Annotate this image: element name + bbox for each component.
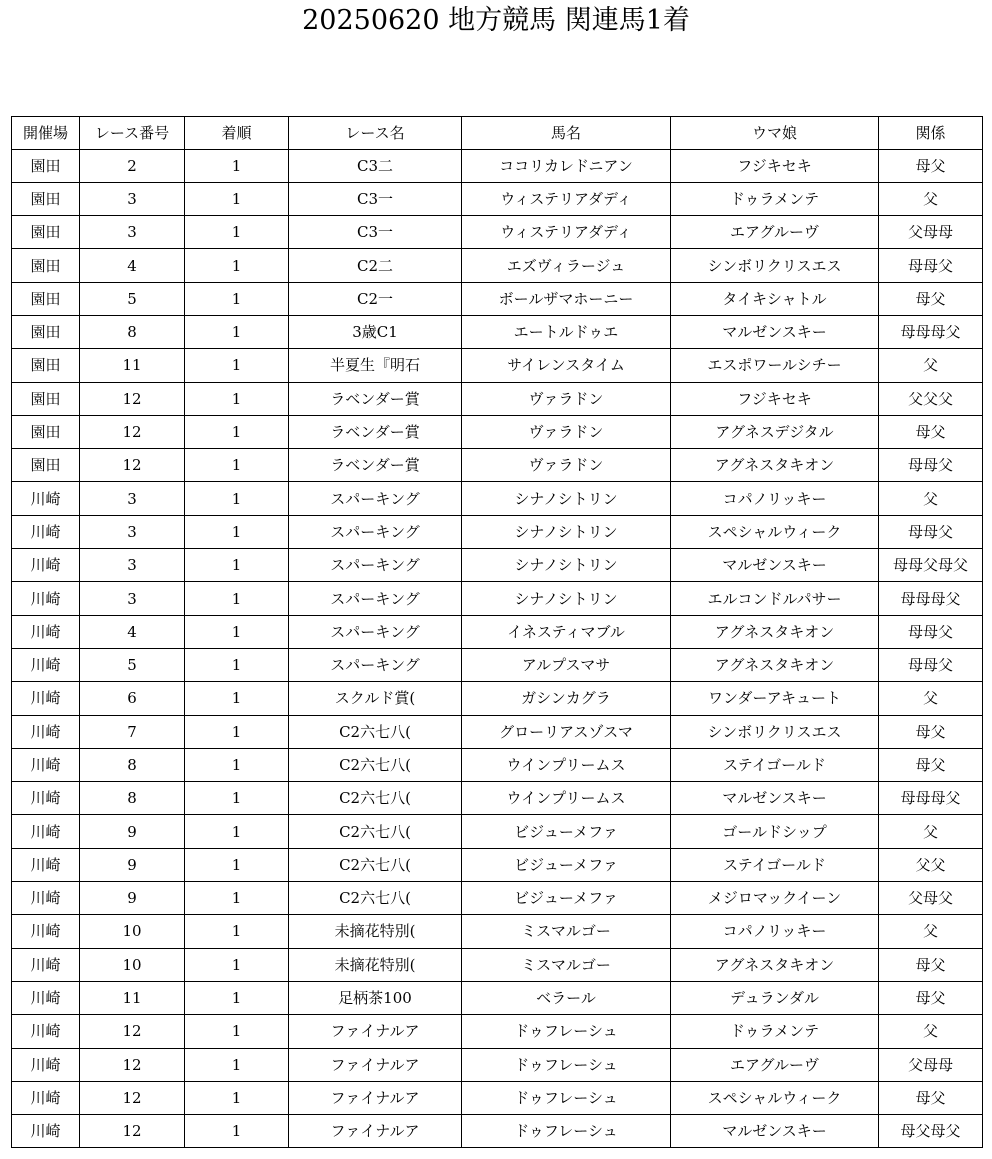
cell-uma-musume: ドゥラメンテ bbox=[671, 1015, 879, 1048]
cell-race-number: 7 bbox=[80, 715, 185, 748]
cell-horse-name: エズヴィラージュ bbox=[462, 249, 671, 282]
cell-horse-name: ヴァラドン bbox=[462, 382, 671, 415]
cell-horse-name: ドゥフレーシュ bbox=[462, 1015, 671, 1048]
cell-relation: 母父 bbox=[879, 282, 983, 315]
cell-venue: 川崎 bbox=[12, 815, 80, 848]
cell-race-number: 11 bbox=[80, 349, 185, 382]
cell-race-name: ファイナルア bbox=[289, 1015, 462, 1048]
table-row bbox=[12, 981, 983, 1014]
cell-venue: 川崎 bbox=[12, 715, 80, 748]
cell-race-name: ラベンダー賞 bbox=[289, 382, 462, 415]
cell-venue: 川崎 bbox=[12, 981, 80, 1014]
cell-race-number: 10 bbox=[80, 915, 185, 948]
cell-race-name: C2二 bbox=[289, 249, 462, 282]
table-row bbox=[12, 915, 983, 948]
table-row bbox=[12, 382, 983, 415]
cell-race-name: 足柄茶100 bbox=[289, 981, 462, 1014]
cell-relation: 母父 bbox=[879, 981, 983, 1014]
table-row bbox=[12, 1115, 983, 1148]
cell-venue: 川崎 bbox=[12, 549, 80, 582]
cell-race-name: 半夏生『明石 bbox=[289, 349, 462, 382]
cell-horse-name: シナノシトリン bbox=[462, 582, 671, 615]
cell-uma-musume: マルゼンスキー bbox=[671, 1115, 879, 1148]
cell-uma-musume: エアグルーヴ bbox=[671, 1048, 879, 1081]
table-header bbox=[12, 117, 983, 150]
cell-finish-position: 1 bbox=[185, 915, 289, 948]
cell-uma-musume: エルコンドルパサー bbox=[671, 582, 879, 615]
cell-venue: 川崎 bbox=[12, 615, 80, 648]
cell-race-name: スパーキング bbox=[289, 582, 462, 615]
header-horse-name: 馬名 bbox=[462, 117, 671, 150]
cell-venue: 川崎 bbox=[12, 915, 80, 948]
cell-race-number: 3 bbox=[80, 482, 185, 515]
cell-race-name: C2六七八( bbox=[289, 848, 462, 881]
table-row bbox=[12, 315, 983, 348]
table-row bbox=[12, 282, 983, 315]
cell-race-name: C2六七八( bbox=[289, 782, 462, 815]
cell-relation: 母父母父 bbox=[879, 1115, 983, 1148]
cell-race-number: 5 bbox=[80, 648, 185, 681]
cell-horse-name: ミスマルゴー bbox=[462, 948, 671, 981]
table-row bbox=[12, 648, 983, 681]
cell-race-name: 未摘花特別( bbox=[289, 915, 462, 948]
cell-finish-position: 1 bbox=[185, 748, 289, 781]
cell-finish-position: 1 bbox=[185, 1115, 289, 1148]
table-row bbox=[12, 1081, 983, 1114]
cell-uma-musume: コパノリッキー bbox=[671, 482, 879, 515]
cell-race-number: 3 bbox=[80, 515, 185, 548]
cell-race-number: 5 bbox=[80, 282, 185, 315]
cell-finish-position: 1 bbox=[185, 1015, 289, 1048]
cell-race-number: 2 bbox=[80, 149, 185, 182]
cell-uma-musume: ゴールドシップ bbox=[671, 815, 879, 848]
cell-race-name: C3二 bbox=[289, 149, 462, 182]
table-row bbox=[12, 216, 983, 249]
table-body bbox=[12, 149, 983, 1148]
cell-uma-musume: マルゼンスキー bbox=[671, 549, 879, 582]
cell-race-number: 8 bbox=[80, 782, 185, 815]
cell-horse-name: ボールザマホーニー bbox=[462, 282, 671, 315]
cell-uma-musume: デュランダル bbox=[671, 981, 879, 1014]
cell-venue: 川崎 bbox=[12, 1115, 80, 1148]
cell-relation: 母母父 bbox=[879, 648, 983, 681]
cell-finish-position: 1 bbox=[185, 349, 289, 382]
cell-venue: 園田 bbox=[12, 315, 80, 348]
cell-horse-name: シナノシトリン bbox=[462, 515, 671, 548]
cell-venue: 川崎 bbox=[12, 848, 80, 881]
cell-relation: 父 bbox=[879, 682, 983, 715]
cell-relation: 母母父 bbox=[879, 615, 983, 648]
cell-finish-position: 1 bbox=[185, 715, 289, 748]
cell-finish-position: 1 bbox=[185, 549, 289, 582]
cell-horse-name: イネスティマブル bbox=[462, 615, 671, 648]
cell-uma-musume: ステイゴールド bbox=[671, 848, 879, 881]
cell-uma-musume: メジロマックイーン bbox=[671, 882, 879, 915]
cell-relation: 母母母父 bbox=[879, 582, 983, 615]
table-row bbox=[12, 149, 983, 182]
table-row bbox=[12, 415, 983, 448]
cell-finish-position: 1 bbox=[185, 648, 289, 681]
cell-race-name: C3一 bbox=[289, 182, 462, 215]
cell-finish-position: 1 bbox=[185, 216, 289, 249]
cell-relation: 母父 bbox=[879, 715, 983, 748]
cell-uma-musume: シンボリクリスエス bbox=[671, 715, 879, 748]
cell-horse-name: アルプスマサ bbox=[462, 648, 671, 681]
cell-race-number: 3 bbox=[80, 582, 185, 615]
header-finish-position: 着順 bbox=[185, 117, 289, 150]
cell-venue: 川崎 bbox=[12, 1048, 80, 1081]
cell-relation: 母父 bbox=[879, 415, 983, 448]
cell-horse-name: グローリアスゾスマ bbox=[462, 715, 671, 748]
cell-finish-position: 1 bbox=[185, 249, 289, 282]
header-race-name: レース名 bbox=[289, 117, 462, 150]
cell-race-name: ファイナルア bbox=[289, 1081, 462, 1114]
cell-venue: 川崎 bbox=[12, 1081, 80, 1114]
cell-race-number: 4 bbox=[80, 249, 185, 282]
table-row bbox=[12, 1015, 983, 1048]
table-row bbox=[12, 948, 983, 981]
cell-finish-position: 1 bbox=[185, 415, 289, 448]
cell-race-name: C2六七八( bbox=[289, 748, 462, 781]
cell-race-number: 4 bbox=[80, 615, 185, 648]
cell-race-name: スパーキング bbox=[289, 515, 462, 548]
cell-uma-musume: アグネスタキオン bbox=[671, 648, 879, 681]
cell-finish-position: 1 bbox=[185, 149, 289, 182]
cell-uma-musume: エアグルーヴ bbox=[671, 216, 879, 249]
cell-race-name: C2六七八( bbox=[289, 815, 462, 848]
cell-finish-position: 1 bbox=[185, 782, 289, 815]
cell-race-name: ファイナルア bbox=[289, 1048, 462, 1081]
cell-venue: 園田 bbox=[12, 216, 80, 249]
cell-race-number: 3 bbox=[80, 182, 185, 215]
cell-race-number: 12 bbox=[80, 382, 185, 415]
cell-horse-name: ミスマルゴー bbox=[462, 915, 671, 948]
cell-relation: 母父 bbox=[879, 748, 983, 781]
cell-relation: 父 bbox=[879, 349, 983, 382]
cell-race-name: 未摘花特別( bbox=[289, 948, 462, 981]
table-row bbox=[12, 682, 983, 715]
cell-venue: 川崎 bbox=[12, 948, 80, 981]
cell-venue: 園田 bbox=[12, 349, 80, 382]
table-row bbox=[12, 815, 983, 848]
table-row bbox=[12, 582, 983, 615]
cell-race-name: C2一 bbox=[289, 282, 462, 315]
cell-race-number: 12 bbox=[80, 1115, 185, 1148]
cell-race-name: ファイナルア bbox=[289, 1115, 462, 1148]
cell-horse-name: ウインプリームス bbox=[462, 782, 671, 815]
cell-uma-musume: コパノリッキー bbox=[671, 915, 879, 948]
cell-uma-musume: シンボリクリスエス bbox=[671, 249, 879, 282]
cell-venue: 川崎 bbox=[12, 1015, 80, 1048]
header-row bbox=[12, 117, 983, 150]
cell-venue: 川崎 bbox=[12, 515, 80, 548]
cell-race-number: 12 bbox=[80, 1015, 185, 1048]
cell-finish-position: 1 bbox=[185, 482, 289, 515]
cell-horse-name: ウィステリアダディ bbox=[462, 182, 671, 215]
cell-finish-position: 1 bbox=[185, 382, 289, 415]
cell-horse-name: ウインプリームス bbox=[462, 748, 671, 781]
cell-uma-musume: マルゼンスキー bbox=[671, 782, 879, 815]
table-row bbox=[12, 549, 983, 582]
cell-horse-name: ビジューメファ bbox=[462, 815, 671, 848]
cell-relation: 父 bbox=[879, 482, 983, 515]
cell-finish-position: 1 bbox=[185, 449, 289, 482]
cell-uma-musume: タイキシャトル bbox=[671, 282, 879, 315]
cell-uma-musume: フジキセキ bbox=[671, 149, 879, 182]
cell-uma-musume: マルゼンスキー bbox=[671, 315, 879, 348]
cell-uma-musume: フジキセキ bbox=[671, 382, 879, 415]
cell-finish-position: 1 bbox=[185, 515, 289, 548]
cell-race-name: ラベンダー賞 bbox=[289, 415, 462, 448]
cell-uma-musume: ワンダーアキュート bbox=[671, 682, 879, 715]
cell-relation: 母母母父 bbox=[879, 315, 983, 348]
table-row bbox=[12, 349, 983, 382]
cell-uma-musume: スペシャルウィーク bbox=[671, 1081, 879, 1114]
cell-relation: 父母母 bbox=[879, 1048, 983, 1081]
table-row bbox=[12, 449, 983, 482]
cell-race-number: 6 bbox=[80, 682, 185, 715]
cell-race-number: 9 bbox=[80, 815, 185, 848]
cell-venue: 園田 bbox=[12, 449, 80, 482]
cell-venue: 園田 bbox=[12, 149, 80, 182]
cell-horse-name: ビジューメファ bbox=[462, 882, 671, 915]
cell-venue: 園田 bbox=[12, 182, 80, 215]
cell-finish-position: 1 bbox=[185, 1048, 289, 1081]
cell-venue: 川崎 bbox=[12, 582, 80, 615]
cell-horse-name: ココリカレドニアン bbox=[462, 149, 671, 182]
cell-venue: 園田 bbox=[12, 282, 80, 315]
cell-horse-name: ドゥフレーシュ bbox=[462, 1081, 671, 1114]
cell-horse-name: ヴァラドン bbox=[462, 415, 671, 448]
cell-race-name: スパーキング bbox=[289, 482, 462, 515]
cell-race-number: 3 bbox=[80, 216, 185, 249]
cell-finish-position: 1 bbox=[185, 315, 289, 348]
cell-finish-position: 1 bbox=[185, 682, 289, 715]
cell-venue: 川崎 bbox=[12, 882, 80, 915]
cell-finish-position: 1 bbox=[185, 1081, 289, 1114]
cell-horse-name: シナノシトリン bbox=[462, 549, 671, 582]
cell-finish-position: 1 bbox=[185, 615, 289, 648]
cell-relation: 父母父 bbox=[879, 882, 983, 915]
table-row bbox=[12, 1048, 983, 1081]
cell-relation: 父 bbox=[879, 182, 983, 215]
cell-relation: 父 bbox=[879, 915, 983, 948]
page-title: 20250620 地方競馬 関連馬1着 bbox=[302, 5, 690, 36]
cell-race-name: C3一 bbox=[289, 216, 462, 249]
cell-finish-position: 1 bbox=[185, 282, 289, 315]
cell-relation: 父母母 bbox=[879, 216, 983, 249]
cell-finish-position: 1 bbox=[185, 815, 289, 848]
cell-race-number: 12 bbox=[80, 1081, 185, 1114]
cell-race-name: C2六七八( bbox=[289, 715, 462, 748]
cell-venue: 川崎 bbox=[12, 648, 80, 681]
cell-race-number: 12 bbox=[80, 415, 185, 448]
cell-uma-musume: アグネスタキオン bbox=[671, 615, 879, 648]
cell-relation: 母母父 bbox=[879, 249, 983, 282]
cell-relation: 父 bbox=[879, 1015, 983, 1048]
cell-race-number: 8 bbox=[80, 748, 185, 781]
table-row bbox=[12, 182, 983, 215]
table-row bbox=[12, 882, 983, 915]
cell-horse-name: シナノシトリン bbox=[462, 482, 671, 515]
cell-relation: 母父 bbox=[879, 948, 983, 981]
table-row bbox=[12, 249, 983, 282]
table-row bbox=[12, 782, 983, 815]
cell-uma-musume: アグネスタキオン bbox=[671, 449, 879, 482]
table-row bbox=[12, 482, 983, 515]
cell-finish-position: 1 bbox=[185, 948, 289, 981]
cell-race-number: 12 bbox=[80, 449, 185, 482]
table-row bbox=[12, 615, 983, 648]
cell-venue: 川崎 bbox=[12, 782, 80, 815]
cell-finish-position: 1 bbox=[185, 848, 289, 881]
cell-race-name: C2六七八( bbox=[289, 882, 462, 915]
cell-relation: 父父 bbox=[879, 848, 983, 881]
cell-relation: 母母父母父 bbox=[879, 549, 983, 582]
cell-race-name: スパーキング bbox=[289, 615, 462, 648]
table-row bbox=[12, 515, 983, 548]
header-relation: 関係 bbox=[879, 117, 983, 150]
cell-relation: 母母父 bbox=[879, 449, 983, 482]
table-row bbox=[12, 748, 983, 781]
cell-relation: 父父父 bbox=[879, 382, 983, 415]
cell-horse-name: ガシンカグラ bbox=[462, 682, 671, 715]
header-race-number: レース番号 bbox=[80, 117, 185, 150]
cell-race-number: 8 bbox=[80, 315, 185, 348]
cell-uma-musume: スペシャルウィーク bbox=[671, 515, 879, 548]
cell-venue: 園田 bbox=[12, 249, 80, 282]
cell-uma-musume: アグネスデジタル bbox=[671, 415, 879, 448]
table-row bbox=[12, 848, 983, 881]
cell-race-number: 9 bbox=[80, 848, 185, 881]
results-table bbox=[11, 116, 983, 1148]
cell-venue: 川崎 bbox=[12, 682, 80, 715]
cell-venue: 川崎 bbox=[12, 482, 80, 515]
cell-finish-position: 1 bbox=[185, 182, 289, 215]
cell-finish-position: 1 bbox=[185, 582, 289, 615]
cell-uma-musume: ステイゴールド bbox=[671, 748, 879, 781]
cell-horse-name: エートルドゥエ bbox=[462, 315, 671, 348]
cell-horse-name: ドゥフレーシュ bbox=[462, 1115, 671, 1148]
header-uma-musume: ウマ娘 bbox=[671, 117, 879, 150]
cell-race-number: 9 bbox=[80, 882, 185, 915]
cell-horse-name: ヴァラドン bbox=[462, 449, 671, 482]
cell-race-number: 12 bbox=[80, 1048, 185, 1081]
cell-venue: 園田 bbox=[12, 382, 80, 415]
cell-horse-name: サイレンスタイム bbox=[462, 349, 671, 382]
cell-race-number: 11 bbox=[80, 981, 185, 1014]
cell-horse-name: ウィステリアダディ bbox=[462, 216, 671, 249]
cell-relation: 母父 bbox=[879, 1081, 983, 1114]
cell-horse-name: ビジューメファ bbox=[462, 848, 671, 881]
cell-finish-position: 1 bbox=[185, 882, 289, 915]
header-venue: 開催場 bbox=[12, 117, 80, 150]
cell-race-name: スクルド賞( bbox=[289, 682, 462, 715]
cell-horse-name: ベラール bbox=[462, 981, 671, 1014]
cell-race-number: 10 bbox=[80, 948, 185, 981]
cell-relation: 母母母父 bbox=[879, 782, 983, 815]
cell-venue: 園田 bbox=[12, 415, 80, 448]
cell-race-name: 3歳C1 bbox=[289, 315, 462, 348]
cell-finish-position: 1 bbox=[185, 981, 289, 1014]
cell-horse-name: ドゥフレーシュ bbox=[462, 1048, 671, 1081]
cell-relation: 母父 bbox=[879, 149, 983, 182]
cell-race-name: スパーキング bbox=[289, 549, 462, 582]
cell-relation: 母母父 bbox=[879, 515, 983, 548]
cell-venue: 川崎 bbox=[12, 748, 80, 781]
cell-race-name: ラベンダー賞 bbox=[289, 449, 462, 482]
cell-race-number: 3 bbox=[80, 549, 185, 582]
cell-uma-musume: エスポワールシチー bbox=[671, 349, 879, 382]
cell-uma-musume: アグネスタキオン bbox=[671, 948, 879, 981]
cell-uma-musume: ドゥラメンテ bbox=[671, 182, 879, 215]
cell-relation: 父 bbox=[879, 815, 983, 848]
table-row bbox=[12, 715, 983, 748]
cell-race-name: スパーキング bbox=[289, 648, 462, 681]
